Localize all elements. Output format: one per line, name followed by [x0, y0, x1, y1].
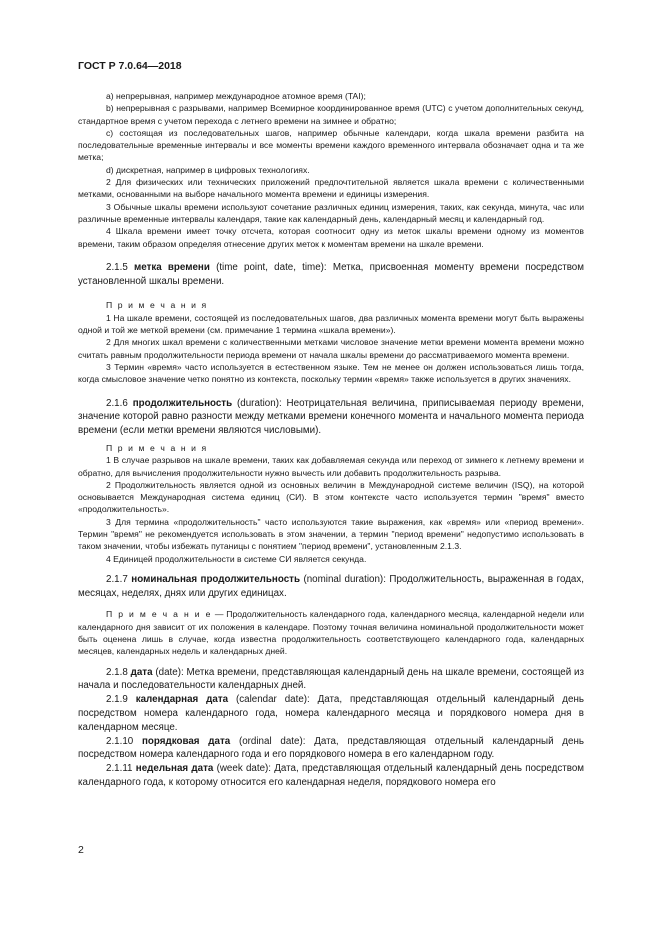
term-text: (calendar date): Дата, представляющая отдельный календарный день посредством номера календарного года, номера календарного месяца и порядкового номера дня в календарном месяце. — [78, 694, 584, 733]
term-name: продолжительность — [132, 397, 233, 409]
term-name: календарная дата — [135, 694, 229, 706]
inline-note — [78, 608, 584, 657]
term-definition-2-1-8 — [78, 666, 584, 694]
note-label: П р и м е ч а н и е — [106, 609, 212, 620]
note-paragraph: 1 На шкале времени, состоящей из последовательных шагов, два различных момента времени могут быть выражены одной и той же меткой времени (см. примечание 1 термина «шкала времени»). — [78, 312, 584, 336]
note-paragraph: 3 Для термина «продолжительность" часто используются такие выражения, как «время» или «период времени». Термин "время" не рекомендуется использовать в этом значении, а термин "период времени" недопустимо использовать в таком значении, чтобы избежать путаницы с понятием "период времени", установленным 2.1.3. — [78, 516, 584, 552]
term-name: номинальная продолжительность — [131, 573, 300, 585]
notes-heading: П р и м е ч а н и я — [106, 442, 208, 453]
note-paragraph: 3 Термин «время» часто используется в естественном языке. Тем не менее он должен использоваться лишь тогда, когда смысловое значение четко понятно из контекста, поскольку термин «время» также используется в других значениях. — [78, 361, 584, 385]
term-definition-2-1-11 — [78, 762, 584, 790]
notes-heading: П р и м е ч а н и я — [106, 300, 208, 311]
note-paragraph: 4 Единицей продолжительности в системе СИ является секунда. — [106, 553, 367, 564]
list-item-d: d) дискретная, например в цифровых технологиях. — [106, 164, 310, 175]
term-name: дата — [130, 666, 153, 678]
term-definition-2-1-7 — [78, 573, 584, 601]
term-number: 2.1.9 — [106, 694, 128, 706]
term-definition-2-1-5 — [78, 261, 584, 289]
list-item-c: c) состоящая из последовательных шагов, например обычные календари, когда шкала времени разбита на последовательные временные интервалы и все моменты времени каждого временного интервала обозначает одна и та же метка; — [78, 127, 584, 163]
note-paragraph: 3 Обычные шкалы времени используют сочетание различных единиц измерения, таких, как секунда, минута, час или различные временные интервалы календаря, такие как календарный день, календарный месяц и календарный год. — [78, 201, 584, 224]
page-number: 2 — [78, 844, 84, 856]
term-definition-2-1-10 — [78, 735, 584, 763]
term-number: 2.1.5 — [106, 261, 128, 273]
note-paragraph: 4 Шкала времени имеет точку отсчета, которая соотносит одну из меток шкалы времени одному из моментов времени, таким образом определяя отнесение других меток к моментам времени на шкале времени. — [78, 226, 584, 249]
note-paragraph: 2 Для физических или технических приложений предпочтительной является шкала времени с количественными метками, основанными на выборе начального момента времени и единицы измерения. — [78, 177, 584, 200]
note-text: — Продолжительность календарного года, календарного месяца, календарной недели или календарного дня зависит от их положения в календаре. Поэтому точная величина номинальной продолжительности может быть оценена лишь в случае, когда известна продолжительность соответствующего календарного года, календарных месяцев, календарных недель и календарных дней. — [78, 609, 584, 657]
note-paragraph: 2 Продолжительность является одной из основных величин в Международной системе величин (ISQ), на которой основывается Международная система единиц (СИ). В этом контексте часто используется термин "время" вместо «продолжительность». — [78, 479, 584, 515]
note-paragraph: 2 Для многих шкал времени с количественными метками числовое значение метки времени момента времени можно считать равным продолжительности периода времени от начала шкалы времени до рассматриваемого момента времени. — [78, 337, 584, 360]
term-text: (time point, date, time): Метка, присвоенная моменту времени посредством установленной шкалы времени. — [78, 261, 584, 287]
term-number: 2.1.8 — [106, 666, 128, 678]
term-name: порядковая дата — [142, 735, 231, 747]
term-text: (ordinal date): Дата, представляющая отдельный календарный день посредством номера календарного года и его порядкового номера в его календарном году. — [78, 735, 584, 761]
term-name: метка времени — [134, 261, 210, 273]
term-number: 2.1.7 — [106, 573, 128, 585]
term-number: 2.1.10 — [106, 735, 134, 747]
list-item-a: a) непрерывная, например международное атомное время (TAI); — [106, 91, 366, 101]
term-text: (nominal duration): Продолжительность, выраженная в годах, месяцах, неделях, днях или других единицах. — [78, 573, 584, 599]
list-item-b: b) непрерывная с разрывами, например Всемирное координированное время (UTC) с учетом дополнительных секунд, стандартное время с учетом перехода с летнего времени на зимнее и обратно; — [78, 103, 584, 126]
document-body — [78, 90, 584, 790]
note-paragraph: 1 В случае разрывов на шкале времени, таких как добавляемая секунда или переход от зимнего к летнему времени и обратно, для вычисления продолжительности нужно вычесть или добавить продолжительность разрыва. — [78, 455, 584, 478]
term-number: 2.1.11 — [106, 763, 133, 775]
term-text: (week date): Дата, представляющая отдельный календарный день посредством календарного года, к которому относится его календарная неделя, порядкового номера его — [78, 763, 585, 789]
term-text: (duration): Неотрицательная величина, приписываемая периоду времени, значение которой равно разности между метками времени конечного момента и начального момента периода времени (если метки времени являются числовыми). — [78, 397, 584, 437]
term-number: 2.1.6 — [106, 397, 128, 409]
term-definition-2-1-6 — [78, 397, 584, 438]
term-text: (date): Метка времени, представляющая календарный день на шкале времени, состоящей из начала и последовательности календарных дней. — [78, 666, 584, 692]
document-header: ГОСТ Р 7.0.64—2018 — [78, 60, 182, 72]
term-definition-2-1-9 — [78, 693, 584, 734]
term-name: недельная дата — [135, 763, 214, 775]
